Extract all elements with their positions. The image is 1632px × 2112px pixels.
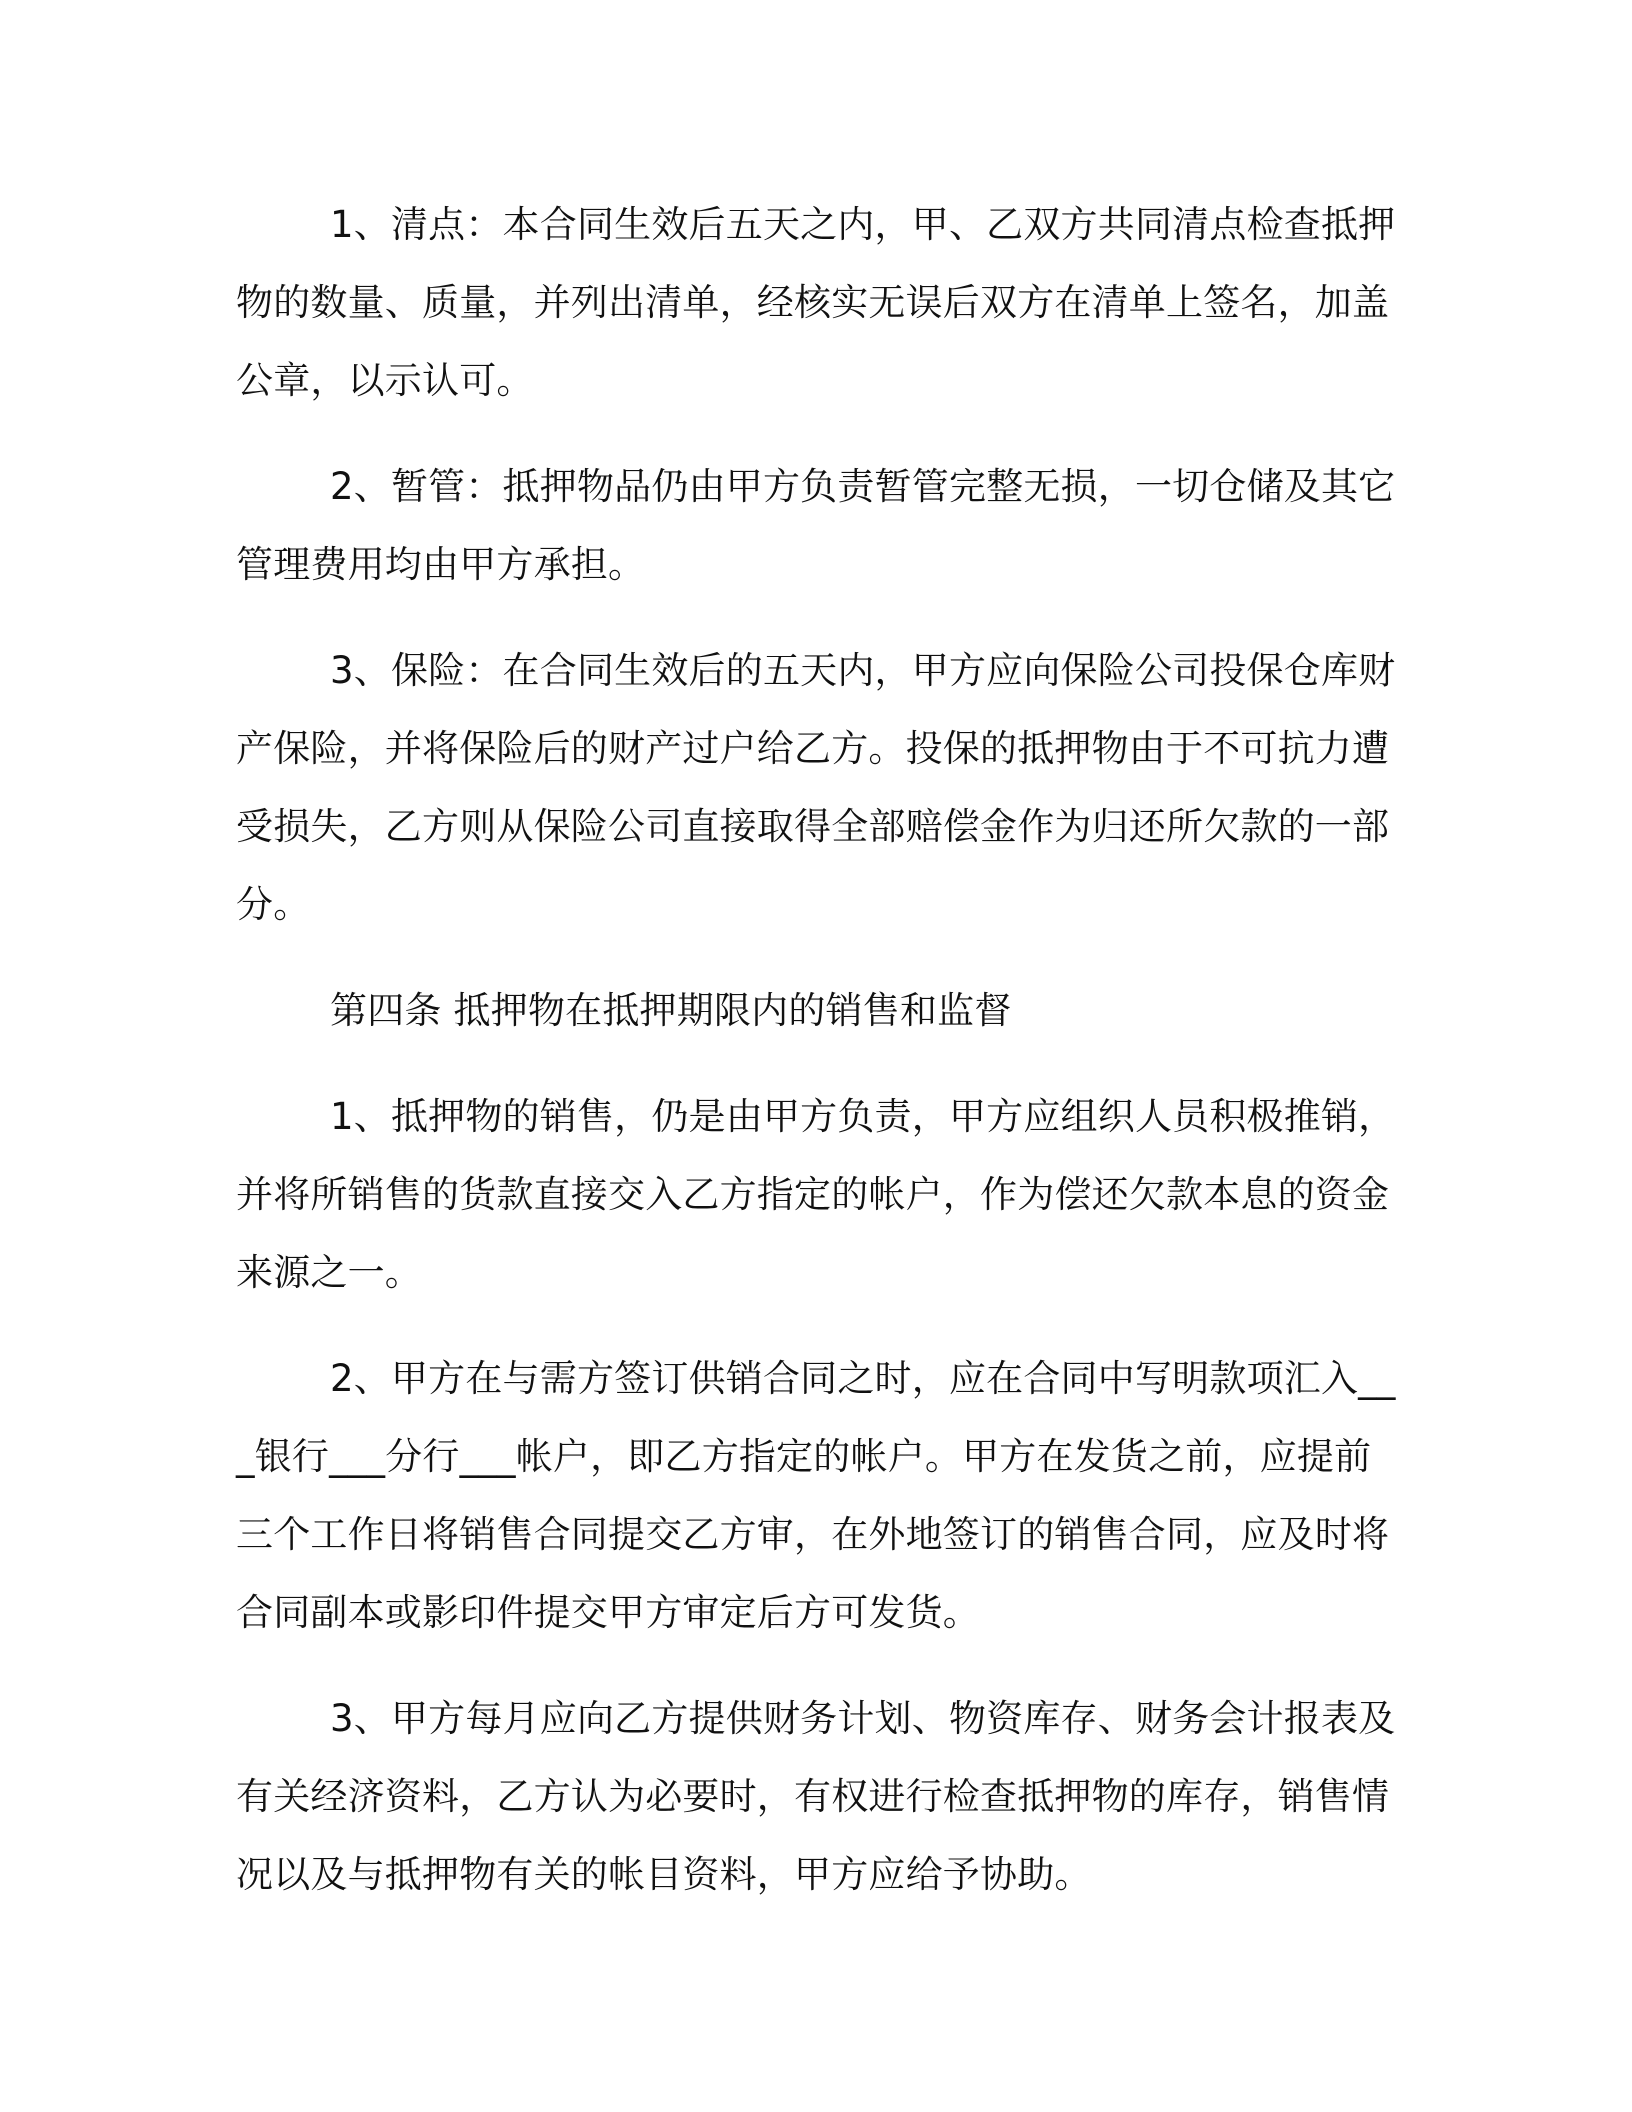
paragraph-sales: 1、抵押物的销售，仍是由甲方负责，甲方应组织人员积极推销，并将所销售的货款直接交入乙方指定的帐户，作为偿还欠款本息的资金来源之一。 <box>236 1095 1396 1294</box>
paragraph-insurance: 3、保险：在合同生效后的五天内，甲方应向保险公司投保仓库财产保险，并将保险后的财产过户给乙方。投保的抵押物由于不可抗力遭受损失，乙方则从保险公司直接取得全部赔偿金作为归还所欠款的一部分。 <box>236 649 1396 926</box>
section-heading-article-4: 第四条 抵押物在抵押期限内的销售和监督 <box>330 989 1012 1032</box>
paragraph-inventory-check: 1、清点：本合同生效后五天之内，甲、乙双方共同清点检查抵押物的数量、质量，并列出清单，经核实无误后双方在清单上签名，加盖公章，以示认可。 <box>236 203 1396 402</box>
paragraph-custody: 2、暂管：抵押物品仍由甲方负责暂管完整无损，一切仓储及其它管理费用均由甲方承担。 <box>236 465 1396 586</box>
document-body <box>236 186 1396 1942</box>
paragraph-monthly-report: 3、甲方每月应向乙方提供财务计划、物资库存、财务会计报表及有关经济资料，乙方认为必要时，有权进行检查抵押物的库存，销售情况以及与抵押物有关的帐目资料，甲方应给予协助。 <box>236 1697 1396 1896</box>
paragraph-sales-contract: 2、甲方在与需方签订供销合同之时，应在合同中写明款项汇入___银行___分行___帐户，即乙方指定的帐户。甲方在发货之前，应提前三个工作日将销售合同提交乙方审，在外地签订的销售合同，应及时将合同副本或影印件提交甲方审定后方可发货。 <box>236 1357 1396 1634</box>
